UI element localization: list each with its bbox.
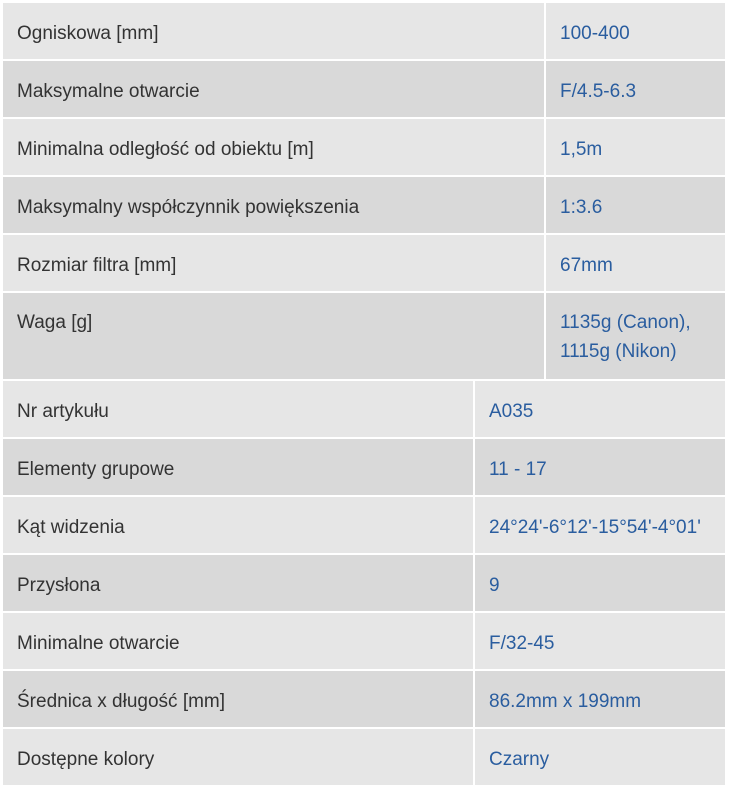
- spec-value: 100-400: [546, 3, 725, 59]
- spec-value: 86.2mm x 199mm: [475, 671, 725, 727]
- spec-label: Kąt widzenia: [3, 497, 473, 553]
- spec-label: Maksymalne otwarcie: [3, 61, 544, 117]
- spec-row-min-focus-distance: [3, 119, 725, 175]
- spec-label: Waga [g]: [3, 293, 544, 379]
- spec-row-min-aperture: [3, 613, 725, 669]
- spec-value: 24°24'-6°12'-15°54'-4°01': [475, 497, 725, 553]
- spec-label: Minimalne otwarcie: [3, 613, 473, 669]
- spec-value: [546, 293, 725, 379]
- spec-row-available-colors: [3, 729, 725, 785]
- spec-value-line: 1115g (Nikon): [560, 341, 677, 362]
- spec-value-line: 1135g (Canon),: [560, 312, 691, 333]
- spec-value: Czarny: [475, 729, 725, 785]
- spec-row-max-aperture: [3, 61, 725, 117]
- spec-label: Rozmiar filtra [mm]: [3, 235, 544, 291]
- spec-row-focal-length: [3, 3, 725, 59]
- spec-value: 1:3.6: [546, 177, 725, 233]
- spec-label: Dostępne kolory: [3, 729, 473, 785]
- spec-value: 11 - 17: [475, 439, 725, 495]
- spec-label: Minimalna odległość od obiektu [m]: [3, 119, 544, 175]
- spec-row-filter-size: [3, 235, 725, 291]
- spec-row-item-number: [3, 381, 725, 437]
- spec-value: A035: [475, 381, 725, 437]
- spec-value: 67mm: [546, 235, 725, 291]
- spec-value: 1,5m: [546, 119, 725, 175]
- spec-label: Nr artykułu: [3, 381, 473, 437]
- spec-label: Ogniskowa [mm]: [3, 3, 544, 59]
- spec-row-angle-of-view: [3, 497, 725, 553]
- spec-value: F/32-45: [475, 613, 725, 669]
- spec-value: 9: [475, 555, 725, 611]
- spec-row-max-magnification: [3, 177, 725, 233]
- spec-row-weight: [3, 293, 725, 379]
- spec-label: Średnica x długość [mm]: [3, 671, 473, 727]
- spec-label: Elementy grupowe: [3, 439, 473, 495]
- spec-label: Przysłona: [3, 555, 473, 611]
- spec-row-diaphragm-blades: [3, 555, 725, 611]
- spec-value: F/4.5-6.3: [546, 61, 725, 117]
- spec-label: Maksymalny współczynnik powiększenia: [3, 177, 544, 233]
- spec-row-diameter-length: [3, 671, 725, 727]
- spec-row-elements-groups: [3, 439, 725, 495]
